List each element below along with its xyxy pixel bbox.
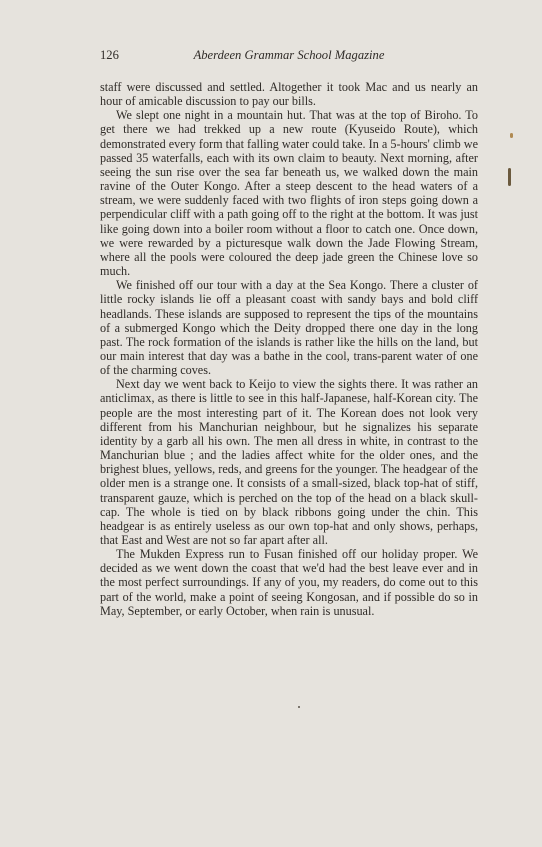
- article-body: [100, 80, 478, 618]
- margin-stain-mark: [508, 168, 511, 186]
- page-number: 126: [100, 48, 119, 62]
- margin-stain-mark: [510, 133, 513, 138]
- paragraph: We finished off our tour with a day at the Sea Kongo. There a cluster of little rocky islands lie off a pleasant coast with sandy bays and bold cliff headlands. These islands are supposed to represent the tips of the mountains of a submerged Kongo which the Deity dropped there one day in the long past. The rock formation of the islands is rather like the hills on the land, but our main interest that day was a bathe in the cool, trans-parent water of one of the charming coves.: [100, 278, 478, 378]
- ink-dot: [298, 706, 300, 708]
- running-title: Aberdeen Grammar School Magazine: [193, 48, 385, 62]
- paragraph: We slept one night in a mountain hut. That was at the top of Biroho. To get there we had trekked up a new route (Kyuseido Route), which demonstrated every form that falling water could take. In a 5-hours' climb we passed 35 waterfalls, each with its own claim to beauty. Next morning, after seeing the sun rise over the sea far beneath us, we walked down the main ravine of the Outer Kongo. After a steep descent to the head waters of a stream, we were suddenly faced with two flights of iron steps going down a perpendicular cliff with a path going off to the right at the bottom. It was just like going down into a boiler room without a floor to catch one. Once down, we were rewarded by a picturesque walk down the Jade Flowing Stream, where all the pools were coloured the deep jade green the Chinese love so much.: [100, 108, 478, 279]
- paragraph: Next day we went back to Keijo to view the sights there. It was rather an anticlimax, as there is little to see in this half-Japanese, half-Korean city. The people are the most interesting part of it. The Korean does not look very different from his Manchurian neighbour, but he signalizes his separate identity by a garb all his own. The men all dress in white, in contrast to the Manchurian blue ; and the ladies affect white for the older ones, and the brighest blues, yellows, reds, and greens for the younger. The headgear of the older men is a strange one. It consists of a small-sized, black top-hat of stiff, transparent gauze, which is perched on the top of the head on a black skull-cap. The whole is tied on by black ribbons going under the chin. This headgear is as entirely useless as our own top-hat and only shows, perhaps, that East and West are not so far apart after all.: [100, 377, 478, 547]
- paragraph: The Mukden Express run to Fusan finished off our holiday proper. We decided as we went down the coast that we'd had the best leave ever and in the most perfect surroundings. If any of you, my readers, do come out to this part of the world, make a point of seeing Kongosan, and if possible do so in May, September, or early October, when rain is unusual.: [100, 547, 478, 618]
- paragraph: staff were discussed and settled. Altogether it took Mac and us nearly an hour of amicable discussion to pay our bills.: [100, 80, 478, 109]
